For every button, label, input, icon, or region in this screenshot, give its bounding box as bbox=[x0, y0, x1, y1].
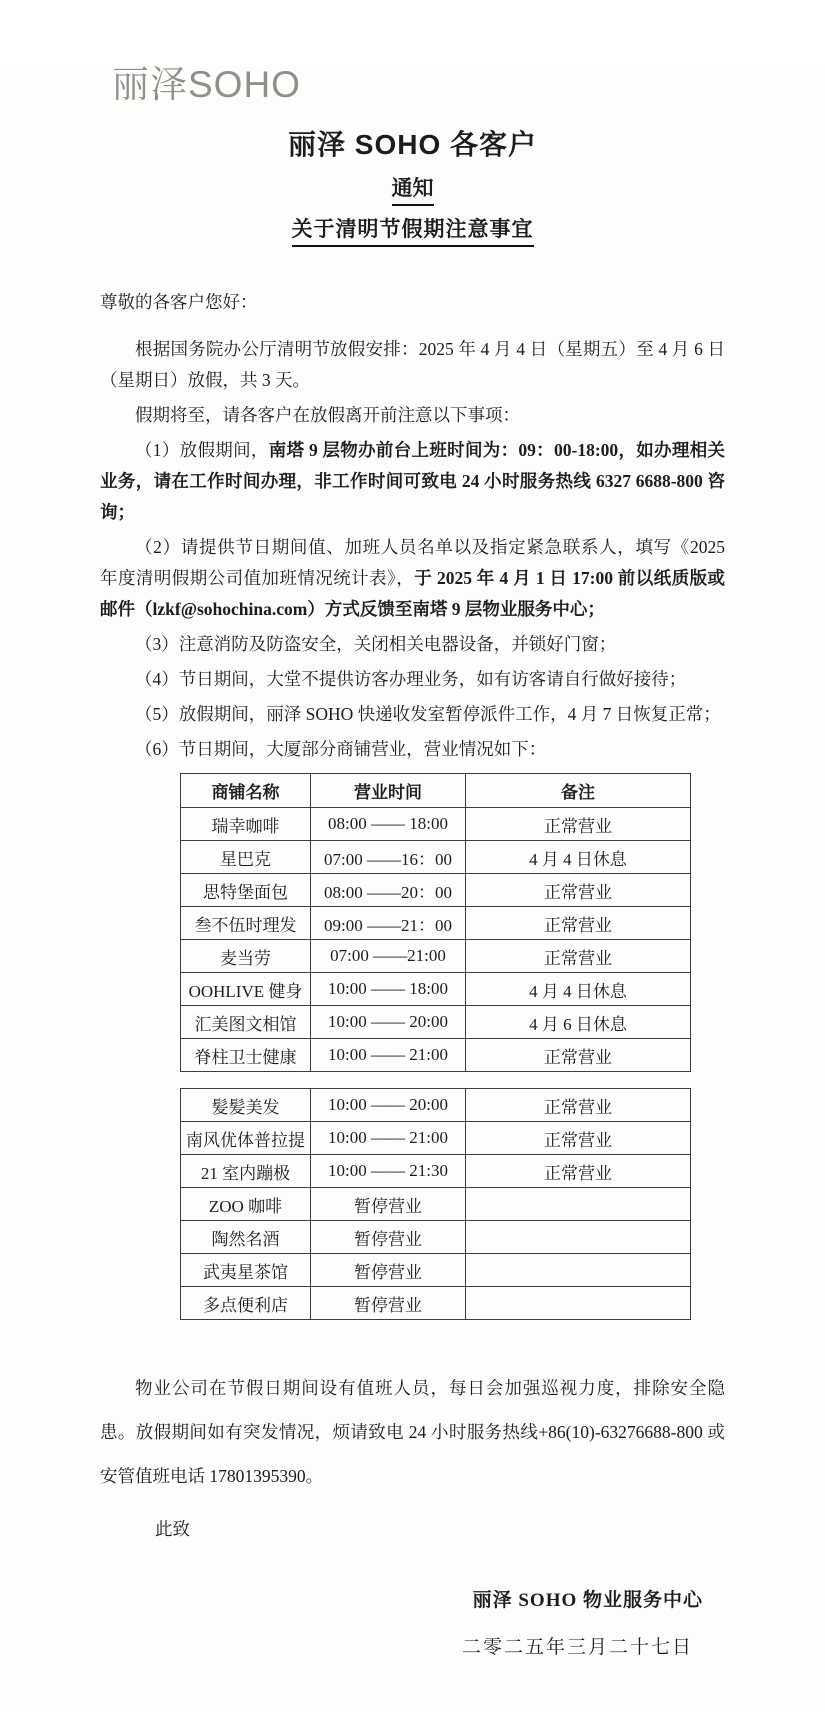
table-cell: 正常营业 bbox=[466, 1155, 691, 1188]
table-cell: 08:00 ——20：00 bbox=[311, 874, 466, 907]
table-cell: 脊柱卫士健康 bbox=[181, 1039, 311, 1072]
table-cell bbox=[466, 1221, 691, 1254]
table-row bbox=[181, 907, 691, 940]
closing-paragraph: 物业公司在节假日期间设有值班人员，每日会加强巡视力度，排除安全隐患。放假期间如有突发情况，烦请致电 24 小时服务热线+86(10)-63276688-800 或安管值班电话 17801395390。 bbox=[100, 1378, 725, 1486]
table-cell: 4 月 4 日休息 bbox=[466, 841, 691, 874]
paragraph-item-1 bbox=[100, 435, 725, 528]
notice-body bbox=[100, 289, 725, 1659]
table-cell: 10:00 —— 20:00 bbox=[311, 1089, 466, 1122]
table-cell: 瑞幸咖啡 bbox=[181, 808, 311, 841]
shop-table-top bbox=[180, 773, 691, 1072]
table-cell: 正常营业 bbox=[466, 808, 691, 841]
table-cell: 暂停营业 bbox=[311, 1254, 466, 1287]
table-cell: ZOO 咖啡 bbox=[181, 1188, 311, 1221]
title-block bbox=[0, 123, 825, 247]
notice-document bbox=[0, 66, 825, 1712]
table-cell: 4 月 4 日休息 bbox=[466, 973, 691, 1006]
title-main: 丽泽 SOHO 各客户 bbox=[287, 129, 537, 160]
table-cell: 4 月 6 日休息 bbox=[466, 1006, 691, 1039]
paragraph-notice: 假期将至，请各客户在放假离开前注意以下事项： bbox=[135, 405, 520, 425]
table-cell: 21 室内蹦极 bbox=[181, 1155, 311, 1188]
table-cell: 正常营业 bbox=[466, 874, 691, 907]
table-row bbox=[181, 973, 691, 1006]
table-cell: 10:00 —— 18:00 bbox=[311, 973, 466, 1006]
table-cell: 09:00 ——21：00 bbox=[311, 907, 466, 940]
table-row bbox=[181, 1122, 691, 1155]
header-business-hours: 营业时间 bbox=[311, 774, 466, 808]
paragraph-item-2 bbox=[100, 532, 725, 625]
table-cell: 正常营业 bbox=[466, 907, 691, 940]
table-cell: 10:00 —— 21:30 bbox=[311, 1155, 466, 1188]
table-cell: 07:00 ——16：00 bbox=[311, 841, 466, 874]
table-cell: 星巴克 bbox=[181, 841, 311, 874]
signature: 丽泽 SOHO 物业服务中心 bbox=[472, 1590, 703, 1611]
table-row bbox=[181, 1221, 691, 1254]
table-header-row bbox=[181, 774, 691, 808]
table-cell: 10:00 —— 21:00 bbox=[311, 1122, 466, 1155]
table-row bbox=[181, 841, 691, 874]
paragraph-item-6: （6）节日期间，大厦部分商铺营业，营业情况如下： bbox=[135, 739, 547, 759]
table-row bbox=[181, 1039, 691, 1072]
paragraph-intro: 根据国务院办公厅清明节放假安排：2025 年 4 月 4 日（星期五）至 4 月 6 日（星期日）放假，共 3 天。 bbox=[100, 339, 725, 390]
paragraph-item-4: （4）节日期间，大堂不提供访客办理业务，如有访客请自行做好接待； bbox=[135, 669, 687, 689]
item1-prefix: （1）放假期间， bbox=[135, 440, 269, 460]
table-row bbox=[181, 1006, 691, 1039]
paragraph-item-3: （3）注意消防及防盗安全，关闭相关电器设备，并锁好门窗； bbox=[135, 634, 617, 654]
table-cell: 暂停营业 bbox=[311, 1221, 466, 1254]
table-cell: 10:00 —— 20:00 bbox=[311, 1006, 466, 1039]
greeting: 尊敬的各客户您好： bbox=[100, 292, 258, 312]
table-cell: 武夷星茶馆 bbox=[181, 1254, 311, 1287]
table-cell: 08:00 —— 18:00 bbox=[311, 808, 466, 841]
table-cell: 正常营业 bbox=[466, 1122, 691, 1155]
table-cell: OOHLIVE 健身 bbox=[181, 973, 311, 1006]
table-cell: 正常营业 bbox=[466, 1039, 691, 1072]
item2-prefix: （2）请提供节日期间值、加班人员名单以及指定紧急联系人，填写《2025 年度清明假期公司值加班情况统计表》， bbox=[100, 537, 725, 588]
table-cell: 07:00 ——21:00 bbox=[311, 940, 466, 973]
table-cell: 暂停营业 bbox=[311, 1287, 466, 1320]
title-notice: 通知 bbox=[0, 172, 825, 206]
table-row bbox=[181, 808, 691, 841]
table-row bbox=[181, 1155, 691, 1188]
table-cell bbox=[466, 1188, 691, 1221]
table-cell: 南风优体普拉提 bbox=[181, 1122, 311, 1155]
table-cell: 汇美图文相馆 bbox=[181, 1006, 311, 1039]
table-row bbox=[181, 1089, 691, 1122]
signature-block bbox=[100, 1585, 725, 1659]
table-cell: 陶然名酒 bbox=[181, 1221, 311, 1254]
table-cell: 思特堡面包 bbox=[181, 874, 311, 907]
header-remark: 备注 bbox=[466, 774, 691, 808]
table-row bbox=[181, 1287, 691, 1320]
table-cell: 正常营业 bbox=[466, 940, 691, 973]
table-cell bbox=[466, 1254, 691, 1287]
table-cell: 暂停营业 bbox=[311, 1188, 466, 1221]
table-row bbox=[181, 874, 691, 907]
brand-logo: 丽泽SOHO bbox=[112, 64, 301, 105]
signature-date: 二零二五年三月二十七日 bbox=[461, 1637, 693, 1658]
table-cell: 叁不伍时理发 bbox=[181, 907, 311, 940]
table-row bbox=[181, 940, 691, 973]
title-topic: 关于清明节假期注意事宜 bbox=[0, 213, 825, 247]
table-cell: 10:00 —— 21:00 bbox=[311, 1039, 466, 1072]
shop-table-bottom bbox=[180, 1088, 691, 1320]
item1-bold: 南塔 9 层物办前台上班时间为：09：00-18:00，如办理相关业务，请在工作时间办理，非工作时间可致电 24 小时服务热线 6327 6688-800 咨询； bbox=[100, 440, 726, 522]
paragraph-item-5: （5）放假期间，丽泽 SOHO 快递收发室暂停派件工作，4 月 7 日恢复正常； bbox=[135, 704, 721, 724]
header-shop-name: 商铺名称 bbox=[181, 774, 311, 808]
table-cell: 多点便利店 bbox=[181, 1287, 311, 1320]
table-row bbox=[181, 1254, 691, 1287]
item2-bold: 于 2025 年 4 月 1 日 17:00 前以纸质版或邮件（lzkf@sohochina.com）方式反馈至南塔 9 层物业服务中心； bbox=[100, 568, 726, 619]
table-cell: 正常营业 bbox=[466, 1089, 691, 1122]
salute: 此致 bbox=[155, 1519, 190, 1539]
table-cell: 髪髪美发 bbox=[181, 1089, 311, 1122]
table-row bbox=[181, 1188, 691, 1221]
table-cell bbox=[466, 1287, 691, 1320]
table-cell: 麦当劳 bbox=[181, 940, 311, 973]
